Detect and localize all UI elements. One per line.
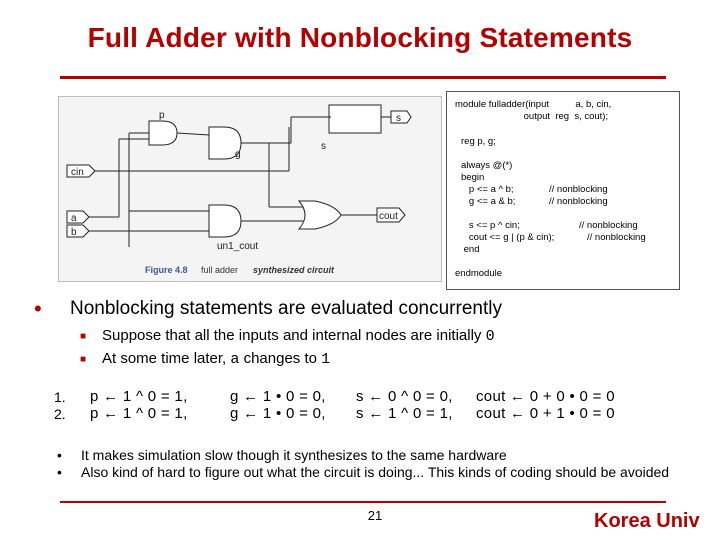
brand-logo-text: Korea Univ [594, 510, 700, 532]
sub-bullet-code: 0 [485, 328, 495, 345]
code-line: reg p, g; [461, 136, 496, 147]
code-line: cout <= g | (p & cin); [461, 232, 555, 243]
label-a: a [71, 213, 77, 224]
step-p: p ← 1 ^ 0 = 1, [90, 388, 188, 405]
verilog-code-box [446, 91, 680, 290]
page-number: 21 [367, 508, 383, 523]
code-comment: // nonblocking [549, 184, 608, 195]
footer-rule [60, 501, 666, 503]
code-comment: // nonblocking [587, 232, 646, 243]
slide-title: Full Adder with Nonblocking Statements [87, 22, 633, 53]
figure-caption-number: Figure 4.8 [145, 265, 188, 275]
step-g: g ← 1 • 0 = 0, [230, 388, 326, 405]
code-line: endmodule [455, 268, 503, 279]
square-bullet-icon: ■ [80, 331, 87, 342]
bullet-dot: • [57, 447, 62, 463]
note-text: It makes simulation slow though it synthesizes to the same hardware [81, 447, 507, 463]
bullet-dot: • [57, 464, 62, 480]
label-cin: cin [71, 167, 84, 178]
code-line: end [461, 244, 480, 255]
code-line: output reg s, cout); [455, 111, 609, 122]
code-line: begin [461, 172, 485, 183]
main-bullet-text: Nonblocking statements are evaluated concurrently [70, 298, 502, 319]
sub-bullet [80, 350, 640, 370]
note-bullet [57, 447, 687, 465]
sub-bullet-text: Suppose that all the inputs and internal nodes are initially [102, 327, 482, 344]
step-number: 2. [54, 406, 66, 422]
sub-bullet-text: At some time later, [102, 350, 227, 367]
label-g: g [235, 149, 241, 160]
figure-caption-desc: synthesized circuit [253, 265, 335, 275]
step-g: g ← 1 • 0 = 0, [230, 405, 326, 422]
sub-bullet-text: changes to [243, 350, 317, 367]
code-line: g <= a & b; [461, 196, 516, 207]
figure-caption-name: full adder [201, 265, 239, 275]
circuit-figure [58, 96, 442, 282]
step-number: 1. [54, 389, 66, 405]
sub-bullet [80, 327, 640, 347]
sub-bullet-code: a [230, 351, 240, 368]
label-un1-cout: un1_cout [217, 241, 259, 252]
label-b: b [71, 227, 77, 238]
circuit-diagram [59, 97, 441, 281]
bullet-dot: • [34, 296, 42, 321]
label-cout: cout [379, 211, 398, 222]
code-line: always @(*) [461, 160, 513, 171]
title-underline [60, 76, 666, 79]
label-p: p [159, 110, 165, 121]
code-comment: // nonblocking [549, 196, 608, 207]
step-s: s ← 1 ^ 0 = 1, [356, 405, 453, 422]
step-p: p ← 1 ^ 0 = 1, [90, 405, 188, 422]
s-output-port [391, 111, 411, 123]
code-line: p <= a ^ b; [461, 184, 514, 195]
note-bullet [57, 464, 687, 498]
step-s: s ← 0 ^ 0 = 0, [356, 388, 453, 405]
code-line: module fulladder(input a, b, cin, [455, 99, 612, 110]
label-s-out: s [396, 113, 401, 124]
sub-bullet-code: 1 [321, 351, 331, 368]
gate-un1-cout [209, 205, 241, 237]
label-s: s [321, 141, 326, 152]
s-register-box [329, 105, 381, 133]
code-line: s <= p ^ cin; [461, 220, 520, 231]
step-cout: cout ← 0 + 1 • 0 = 0 [476, 405, 615, 422]
square-bullet-icon: ■ [80, 354, 87, 365]
gate-p [149, 121, 177, 145]
step-cout: cout ← 0 + 0 • 0 = 0 [476, 388, 615, 405]
note-text: Also kind of hard to figure out what the circuit is doing... This kinds of coding should be avoided [81, 464, 670, 480]
gate-or-cout [299, 201, 341, 229]
code-comment: // nonblocking [579, 220, 638, 231]
main-bullet [34, 298, 634, 322]
